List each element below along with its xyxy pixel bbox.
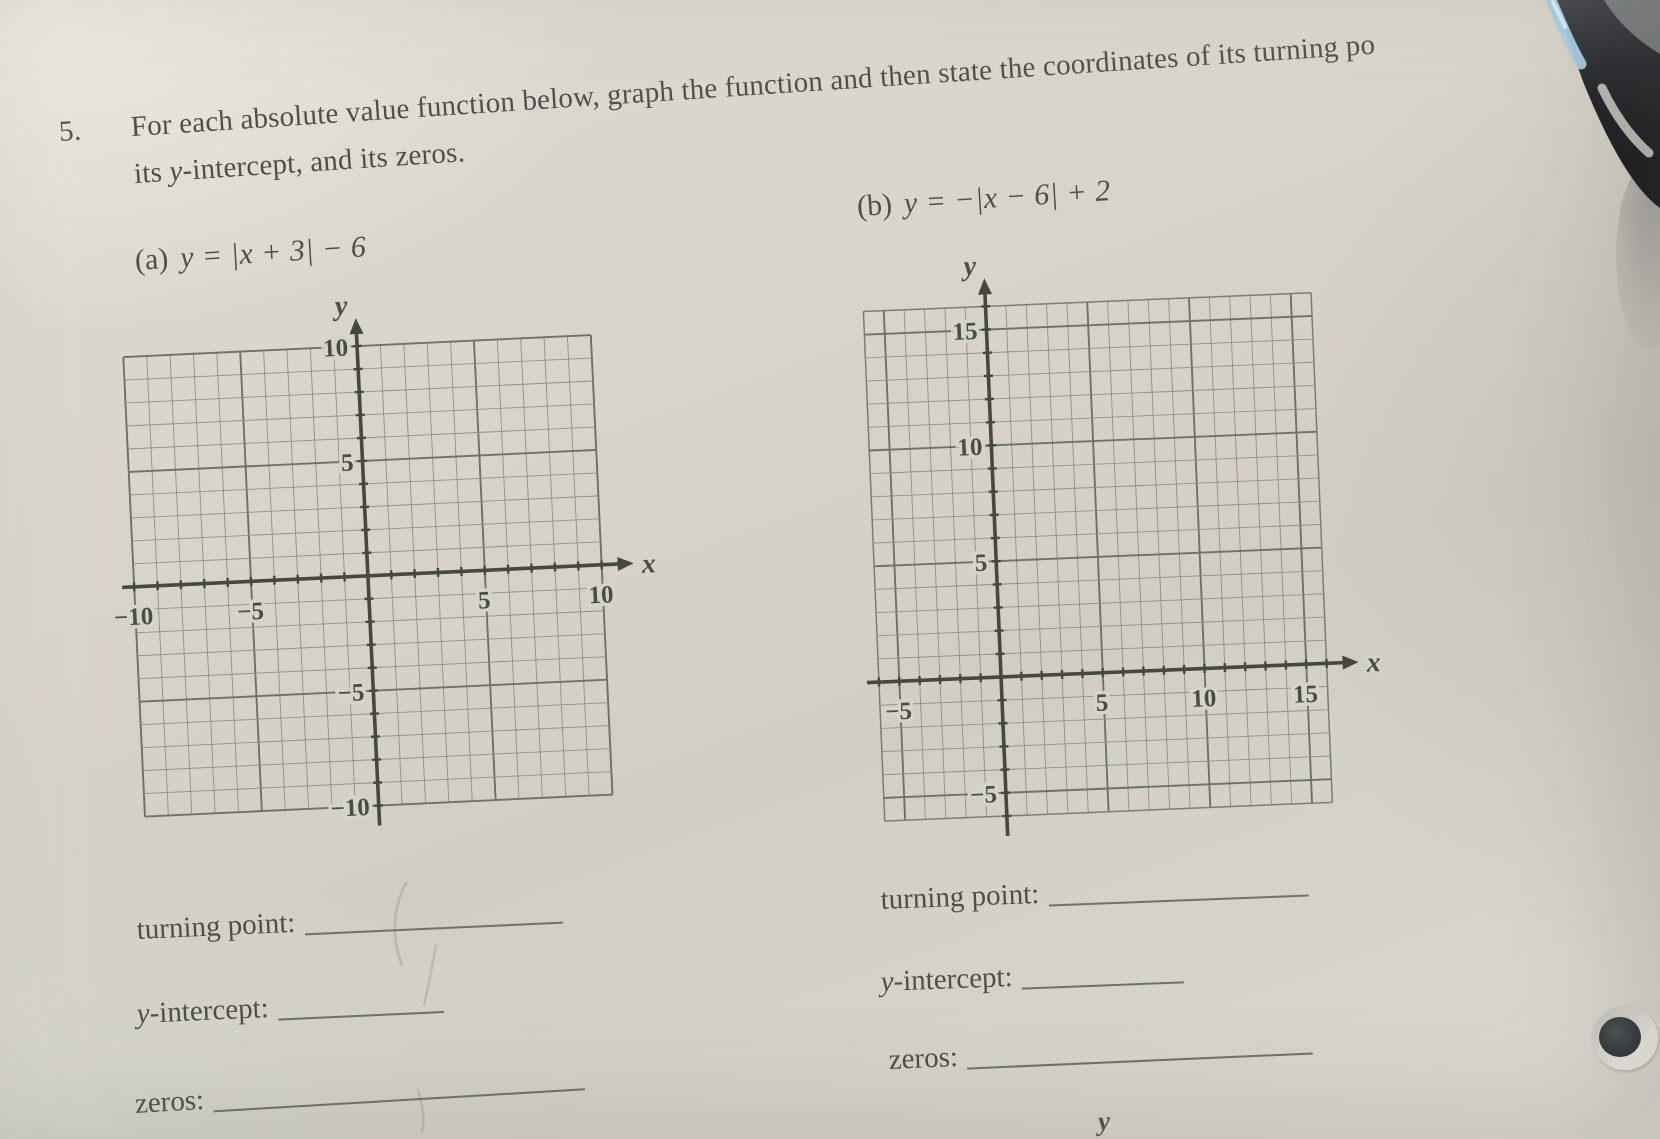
part-a-formula: y = |x + 3| − 6 <box>179 230 368 275</box>
y-intercept-label-b-italic: y <box>880 965 895 998</box>
svg-text:15: 15 <box>1292 680 1319 709</box>
svg-text:5: 5 <box>1095 689 1109 718</box>
zeros-blank-a <box>213 1084 585 1112</box>
part-b-formula: y = −|x − 6| + 2 <box>902 174 1112 220</box>
svg-text:10: 10 <box>322 334 349 363</box>
part-b-label: (b) <box>856 187 893 223</box>
svg-text:y: y <box>962 250 977 283</box>
zeros-label-b: zeros: <box>888 1040 959 1076</box>
svg-text:−5: −5 <box>884 697 913 726</box>
graph-b-canvas <box>834 250 1382 856</box>
svg-text:5: 5 <box>974 549 988 578</box>
answer-row-zeros-b <box>888 1025 1313 1076</box>
turning-point-label-a: turning point: <box>136 906 296 946</box>
graph-grid-a <box>88 290 657 848</box>
problem-statement <box>58 29 1379 196</box>
problem-text-2c: -intercept, and its zeros. <box>181 136 466 187</box>
problem-number: 5. <box>58 114 83 148</box>
answer-row-y-intercept-a <box>136 984 444 1031</box>
svg-text:−5: −5 <box>236 597 265 627</box>
svg-text:y: y <box>334 290 349 323</box>
zeros-blank-b <box>967 1048 1313 1069</box>
y-intercept-blank-a <box>278 1007 444 1021</box>
next-graph-y-axis-label: y <box>1097 1105 1111 1137</box>
problem-text-2b: y <box>168 154 184 188</box>
svg-text:10: 10 <box>956 433 983 462</box>
svg-text:−10: −10 <box>329 793 371 823</box>
turning-point-blank-a <box>305 918 563 936</box>
hole-punch <box>1592 1006 1658 1070</box>
y-intercept-label-a: -intercept: <box>148 992 270 1030</box>
graph-a-canvas <box>88 290 657 848</box>
dark-corner-object <box>1484 0 1660 360</box>
svg-text:x: x <box>640 548 657 580</box>
answer-row-turning-point-b <box>880 868 1309 917</box>
problem-text: For each absolute value function below, graph the function and then state the coordinates of its turning po <box>129 28 1377 144</box>
svg-text:5: 5 <box>477 587 492 615</box>
svg-text:10: 10 <box>1190 685 1217 714</box>
svg-text:10: 10 <box>587 581 615 610</box>
svg-text:15: 15 <box>952 317 979 346</box>
svg-text:−10: −10 <box>113 602 154 632</box>
graph-grid-b <box>834 250 1382 856</box>
part-a-label: (a) <box>134 242 170 277</box>
answer-row-zeros-a <box>134 1061 585 1121</box>
y-intercept-label-b: -intercept: <box>892 960 1014 998</box>
y-intercept-label-a-italic: y <box>136 997 151 1030</box>
answer-row-y-intercept-b <box>880 954 1184 999</box>
zeros-label-a: zeros: <box>134 1083 206 1120</box>
svg-text:−5: −5 <box>337 679 366 708</box>
answer-row-turning-point-a <box>136 895 563 947</box>
y-intercept-blank-b <box>1022 977 1184 989</box>
problem-text-2a: its <box>132 155 171 191</box>
svg-text:−5: −5 <box>969 781 998 810</box>
equation-b <box>856 174 1112 224</box>
equation-a <box>134 230 367 278</box>
hole-punch-inner <box>1599 1017 1641 1057</box>
turning-point-blank-b <box>1048 891 1308 907</box>
svg-text:x: x <box>1365 647 1382 679</box>
turning-point-label-b: turning point: <box>880 877 1040 916</box>
svg-text:5: 5 <box>340 449 355 477</box>
